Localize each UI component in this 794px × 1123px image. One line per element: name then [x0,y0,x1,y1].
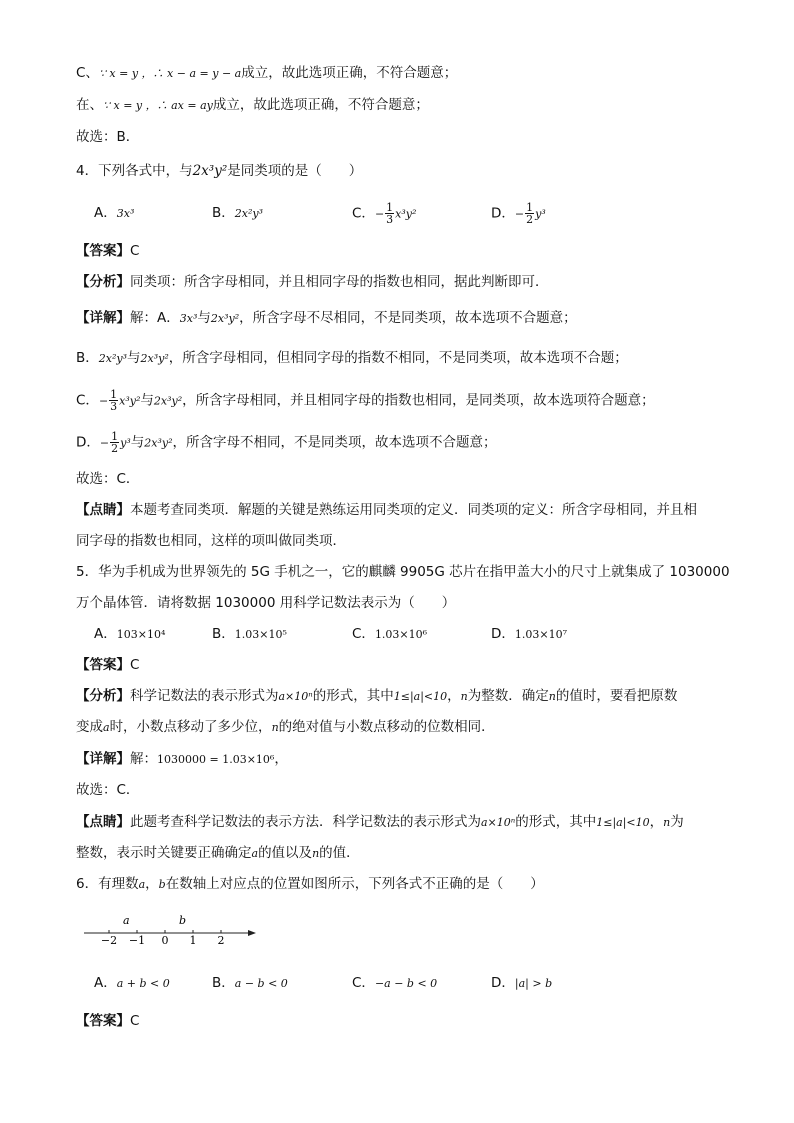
stem-text: ， [145,876,159,892]
option-label: D． [491,205,515,222]
option-math: a − b < 0 [234,977,288,990]
detail-text: ，所含字母不尽相同，不是同类项，故本选项不合题意； [239,310,577,326]
question-5-stem-2: 万个晶体管．请将数据 1030000 用科学记数法表示为（ ） [76,595,456,611]
option-label: C． [352,626,375,642]
analysis-text: 科学记数法的表示形式为 [130,688,279,704]
detail-text: ，所含字母相同，但相同字母的指数不相同，不是同类项，故本选项不合题； [168,350,628,366]
comment-5-line-2 [76,843,360,864]
q6-option-d [491,972,552,995]
answer-value: C [130,243,140,259]
q6-option-a [94,972,170,995]
option-label: A． [94,626,117,642]
math-term: 1≤|a|<10 [393,690,448,703]
math-expression: ∵ x = y ，∴ x − a = y − a [98,67,242,80]
detail-text: ， [274,751,288,767]
option-math: 1.03×10⁵ [234,628,287,641]
denominator: 2 [111,442,119,455]
comment-text: ， [649,814,664,830]
tick-label: 2 [217,934,225,947]
option-math: x³y² [395,207,417,221]
fraction [525,202,534,225]
math-term: a [251,847,259,860]
analysis-text: 时，小数点移动了多少位， [109,719,272,735]
numerator: 1 [111,430,119,443]
comment-text: 的值以及 [258,845,313,861]
line-text: 成立，故此选项正确，不符合题意； [241,65,458,81]
analysis-text: 为整数．确定 [467,688,549,704]
answer-6 [76,1011,139,1031]
detail-text: ，所含字母相同，并且相同字母的指数也相同，是同类项，故本选项符合题意； [182,392,655,409]
option-label: C． [352,975,375,991]
q5-option-d [491,623,567,646]
comment-text: 整数，表示时关键要正确确定 [76,845,252,861]
detail-text: 与 [127,350,141,366]
analysis-text: 的形式，其中 [312,688,394,704]
point-b-label: b [179,914,187,927]
detail-text: 解： [130,751,157,767]
line-prefix: 在、 [76,97,103,113]
answer-tag: 【答案】 [76,243,130,259]
detail-4-d [76,431,497,454]
math-term: 2x³y² [153,394,183,408]
comment-text: 此题考查科学记数法的表示方法．科学记数法的表示形式为 [130,814,481,830]
question-4-stem [76,161,362,181]
q4-option-c [352,202,416,226]
math-term: a [103,721,110,734]
comment-tag: 【点睛】 [76,814,130,830]
q5-option-a [94,623,165,646]
option-label: D． [491,975,515,991]
comment-text: 的值． [319,845,360,861]
detail-text: D． [76,434,100,451]
math-term: n [663,816,671,829]
math-term: 2x³y² [140,352,169,365]
comment-4-line-1 [76,500,697,520]
number-line-arrow [248,930,256,936]
option-math: 1.03×10⁷ [514,628,568,641]
answer-tag: 【答案】 [76,657,130,673]
math-term: 1≤|a|<10 [596,816,650,829]
tick-label: 0 [161,934,169,947]
answer-value: C [130,657,140,673]
option-math: |a| > b [514,977,553,990]
math-expression: ∵ x = y ，∴ ax = ay [103,99,213,112]
math-term: a [138,878,146,891]
analysis-text: ， [447,688,461,704]
comment-5-line-1 [76,812,684,833]
stem-text: 4．下列各式中，与 [76,163,193,179]
fraction [109,389,118,412]
analysis-text: 同类项：所含字母相同，并且相同字母的指数也相同，据此判断即可． [130,274,549,290]
minus-sign: − [514,207,525,221]
math-term: y³ [120,436,131,450]
option-label: C． [352,205,375,222]
detail-5 [76,749,288,770]
stem-text: 是同类项的是（ ） [227,163,363,179]
comment-text: 为 [670,814,684,830]
denominator: 3 [110,400,118,413]
denominator: 3 [386,213,394,226]
numerator: 1 [526,201,534,214]
q6-option-c [352,972,437,995]
denominator: 2 [526,213,534,226]
option-math: a + b < 0 [116,977,170,990]
choose-line: 故选：B． [76,129,140,145]
math-term: b [158,878,166,891]
detail-text: 与 [130,434,145,451]
solution-line-c [76,63,457,84]
detail-4-a [76,308,577,329]
q4-option-a [94,202,134,225]
answer-value: C [130,1013,140,1029]
math-term: 2x²y³ [98,352,128,365]
option-label: D． [491,626,515,642]
math-term: a×10ⁿ [481,816,516,829]
option-label: A． [94,205,117,221]
q4-option-d [491,202,546,226]
detail-text: ，所含字母不相同，不是同类项，故本选项不合题意； [172,434,497,451]
comment-4-line-2: 同字母的指数也相同，这样的项叫做同类项． [76,533,346,549]
answer-tag: 【答案】 [76,1013,130,1029]
detail-4-c [76,389,655,412]
line-prefix: C、 [76,65,99,81]
math-term: n [271,721,279,734]
option-math: −a − b < 0 [374,977,438,990]
choose-5: 故选：C． [76,782,140,798]
option-math: y³ [535,207,546,221]
choose-4: 故选：C． [76,471,140,487]
q6-option-b [212,972,288,995]
detail-text: 与 [197,310,211,326]
line-text: 成立，故此选项正确，不符合题意； [212,97,429,113]
math-term: 1030000 = 1.03×10⁶ [157,753,275,766]
option-label: B． [212,205,235,221]
detail-text: 解：A． [130,310,180,326]
analysis-tag: 【分析】 [76,274,130,290]
comment-text: 的形式，其中 [515,814,597,830]
analysis-4 [76,272,549,292]
answer-4 [76,241,139,261]
math-term: a×10ⁿ [278,690,313,703]
math-term: 2x³y² [210,312,240,325]
minus-sign: − [98,394,109,408]
minus-sign: − [374,207,385,221]
q5-option-b [212,623,287,646]
analysis-5-line-1 [76,686,677,707]
option-math: 1.03×10⁶ [374,628,428,641]
analysis-text: 的值时，要看把原数 [555,688,678,704]
fraction [385,202,394,225]
math-monomial: 2x³y² [192,163,228,179]
q5-option-c [352,623,427,646]
tick-label: −2 [100,934,118,947]
detail-4-b [76,348,628,369]
option-label: A． [94,975,117,991]
math-term: n [460,690,468,703]
analysis-text: 的绝对值与小数点移动的位数相同． [278,719,495,735]
detail-text: C． [76,392,99,409]
math-term: n [312,847,320,860]
option-math: 3x³ [116,207,135,220]
comment-text: 本题考查同类项．解题的关键是熟练运用同类项的定义．同类项的定义：所含字母相同，并且相 [130,502,697,518]
detail-tag: 【详解】 [76,310,130,326]
answer-5 [76,655,139,675]
point-a-label: a [123,914,130,927]
math-term: 3x³ [179,312,198,325]
tick-label: 1 [189,934,197,947]
detail-text: B． [76,350,99,366]
q4-option-b [212,202,263,225]
number-line-figure [76,912,266,948]
solution-line-d [76,95,429,116]
minus-sign: − [99,436,110,450]
math-term: 2x³y² [144,436,173,450]
question-6-stem [76,874,544,895]
option-label: B． [212,975,235,991]
stem-text: 6．有理数 [76,876,139,892]
detail-tag: 【详解】 [76,751,130,767]
option-math: 103×10⁴ [116,628,166,641]
option-math: 2x²y³ [234,207,264,220]
math-term: n [548,690,556,703]
math-term: x³y² [119,394,141,408]
comment-tag: 【点睛】 [76,502,130,518]
analysis-text: 变成 [76,719,103,735]
question-5-stem-1: 5．华为手机成为世界领先的 5G 手机之一，它的麒麟 9905G 芯片在指甲盖大小的尺寸上就集成了 1030000 [76,564,730,580]
numerator: 1 [386,201,394,214]
numerator: 1 [110,388,118,401]
fraction [110,431,119,454]
analysis-tag: 【分析】 [76,688,130,704]
option-label: B． [212,626,235,642]
tick-label: −1 [128,934,146,947]
detail-text: 与 [140,392,154,409]
stem-text: 在数轴上对应点的位置如图所示，下列各式不正确的是（ ） [165,876,544,892]
analysis-5-line-2 [76,717,495,738]
